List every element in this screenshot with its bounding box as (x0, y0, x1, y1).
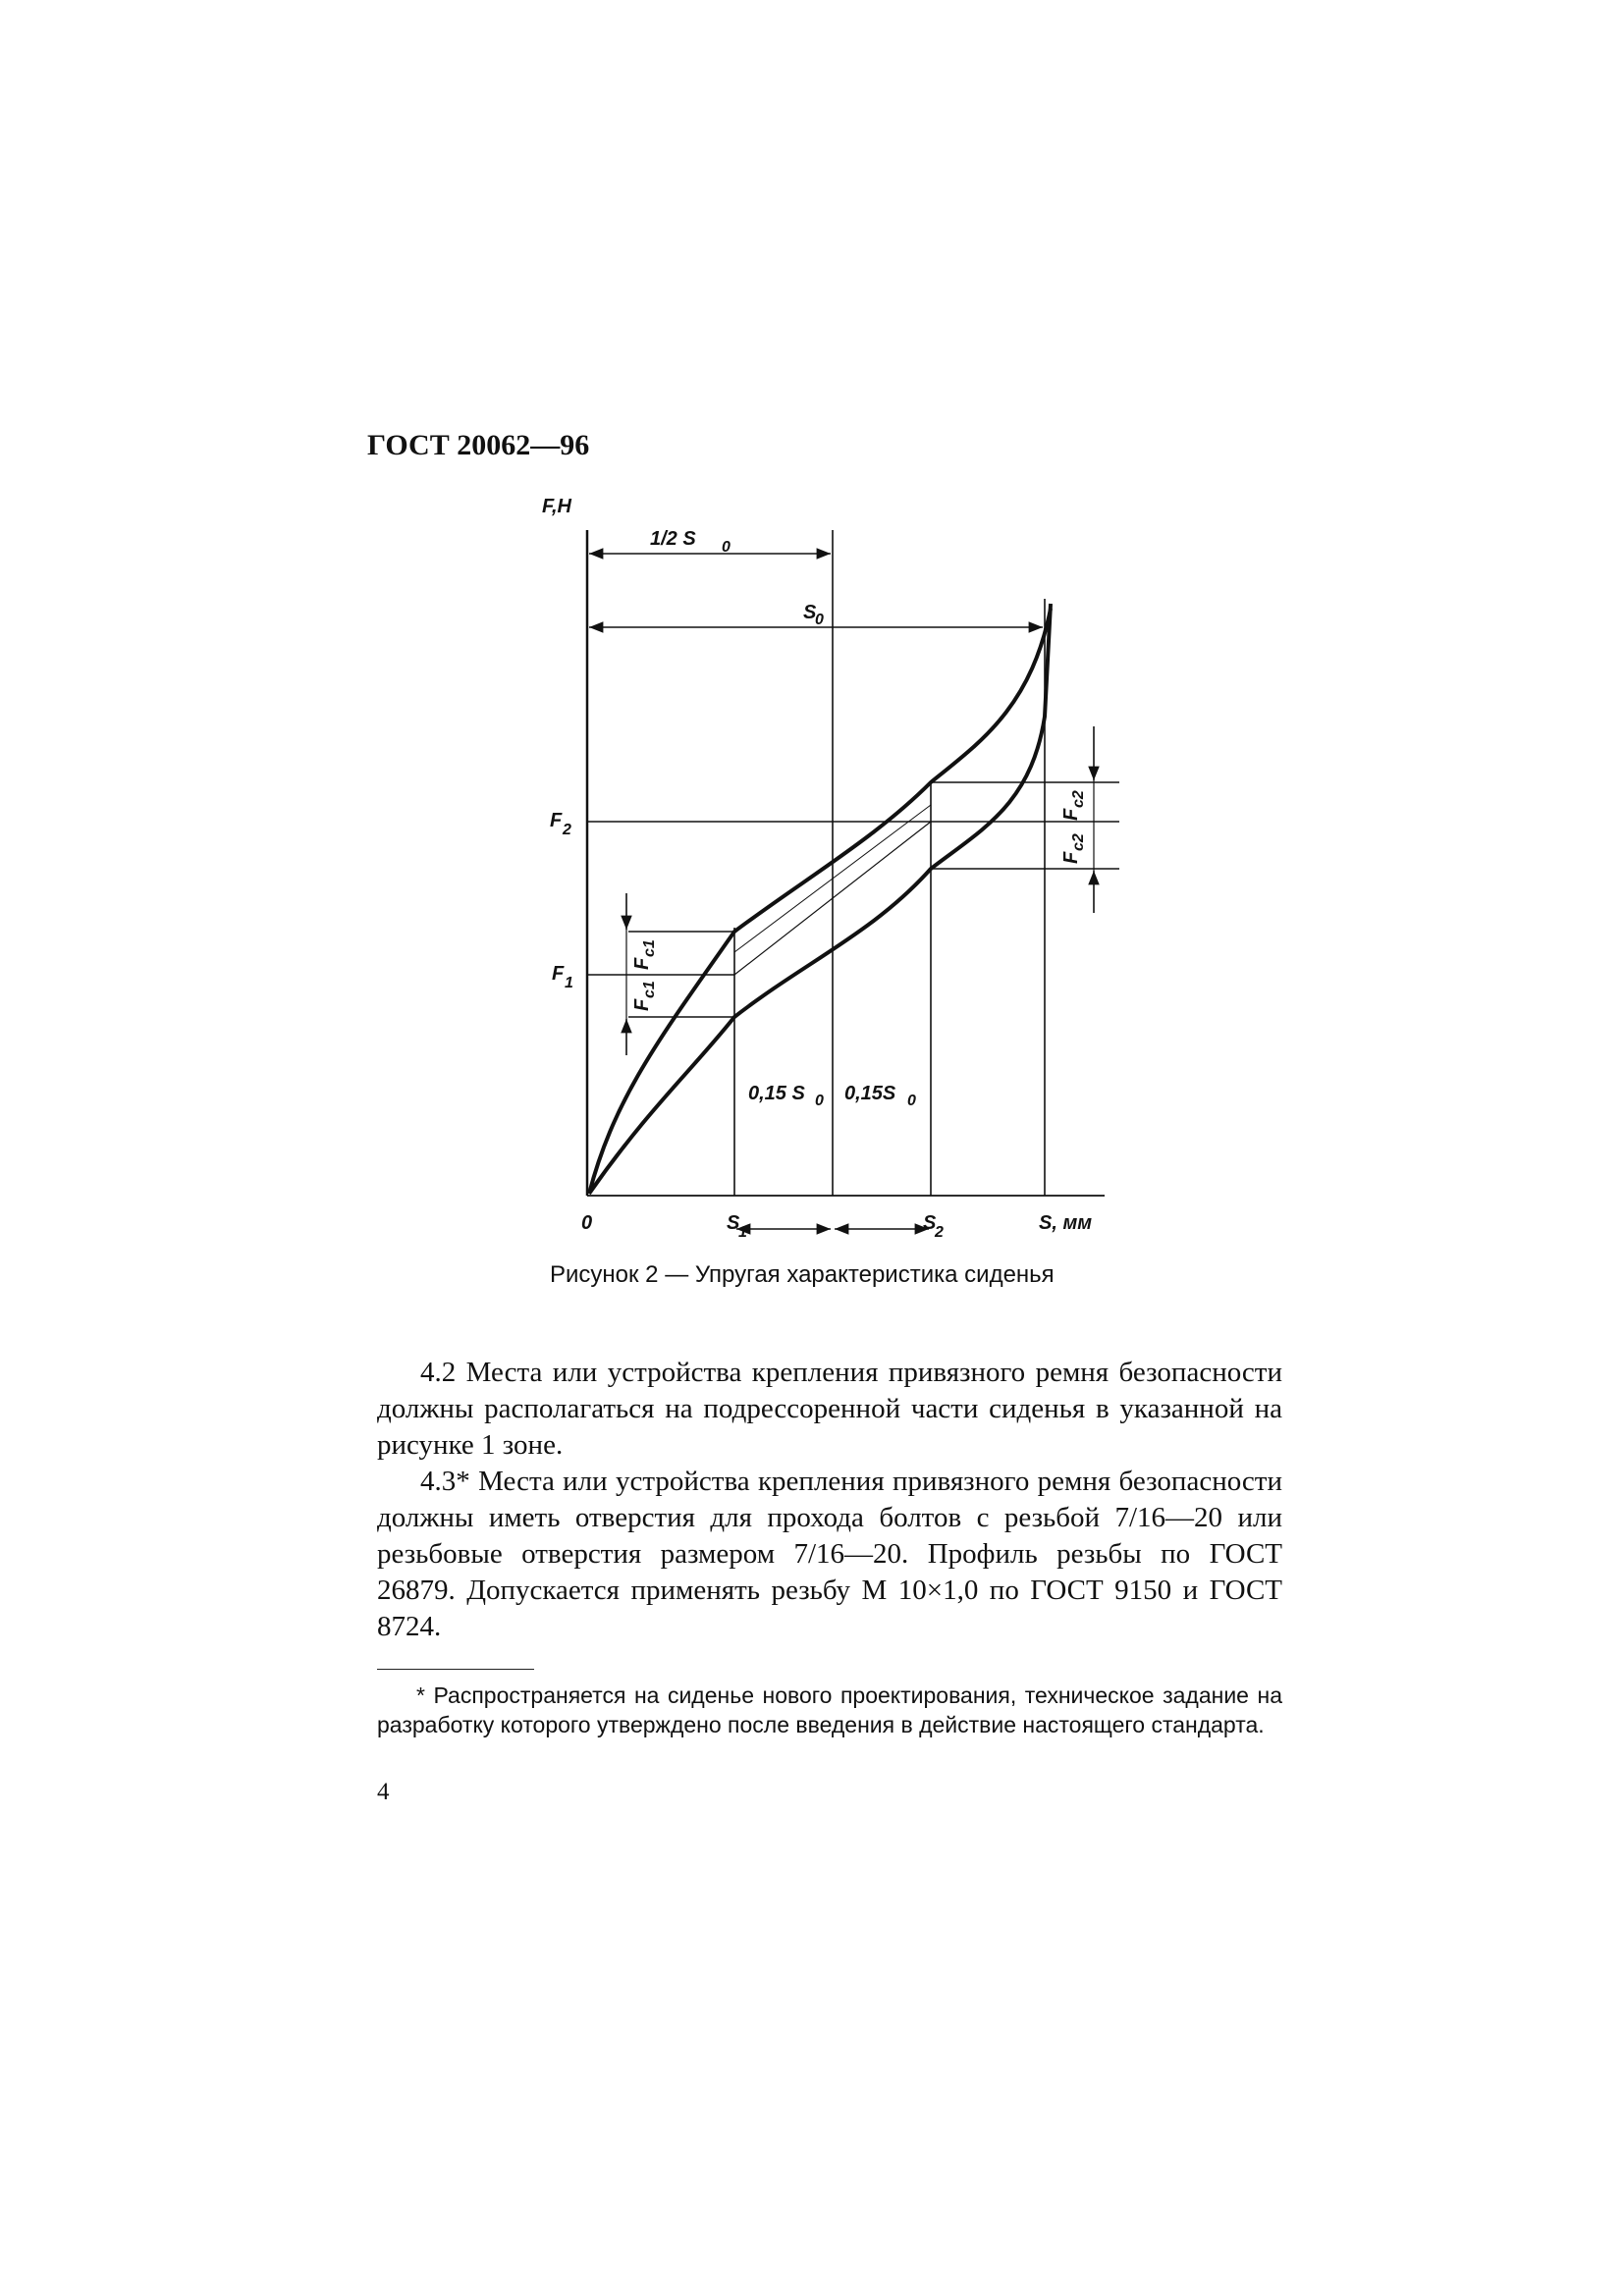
footnote: * Распространяется на сиденье нового проектирования, техническое задание на разработку которого утверждено после введения в действие настоящего стандарта. (377, 1682, 1282, 1737)
x-s2-label: S (923, 1212, 937, 1234)
fc2-lower-label: F (1060, 851, 1082, 864)
figure-drawing (520, 491, 1129, 1256)
paragraph-4-2: 4.2 Места или устройства крепления привязного ремня безопасности должны располагаться на подрессоренной части сиденья в указанной на рисунке 1 зоне. (377, 1357, 1282, 1461)
document-header: ГОСТ 20062—96 (367, 429, 590, 461)
half-so-label-sub: 0 (722, 539, 731, 556)
fc1-upper-label-sub: c1 (641, 939, 658, 957)
dim-015-left-label-sub: 0 (815, 1093, 824, 1109)
figure-caption: Рисунок 2 — Упругая характеристика сиденья (550, 1261, 1055, 1288)
elastic-characteristic-figure (520, 491, 1129, 1256)
paragraph-4-3: 4.3* Места или устройства крепления привязного ремня безопасности должны иметь отверстия для прохода болтов с резьбой 7/16—20 или резьбовые отверстия размером 7/16—20. Профиль резьбы по ГОСТ 26879. Допускается применять резьбу М 10×1,0 по ГОСТ 9150 и ГОСТ 8724. (377, 1466, 1282, 1642)
f2-label: F (550, 810, 563, 831)
f1-label-sub: 1 (565, 975, 573, 991)
x-s2-label-sub: 2 (935, 1224, 944, 1241)
fc1-lower-label: F (631, 998, 653, 1011)
dim-015-right-label-sub: 0 (907, 1093, 916, 1109)
body-text (377, 1355, 1282, 1645)
half-so-label: 1/2 S (650, 528, 696, 550)
footnote-divider (377, 1669, 534, 1670)
so-label: S (803, 602, 817, 623)
fc1-upper-label: F (631, 957, 653, 970)
x-axis-label: S, мм (1039, 1212, 1093, 1234)
dim-015-left-label: 0,15 S (748, 1083, 805, 1104)
fc2-upper-label-sub: c2 (1070, 790, 1087, 808)
fc2-lower-label-sub: c2 (1070, 833, 1087, 851)
fc2-upper-label: F (1060, 808, 1082, 821)
dim-015-right-label: 0,15S (844, 1083, 896, 1104)
f2-label-sub: 2 (563, 822, 571, 838)
fc1-lower-label-sub: c1 (641, 981, 658, 998)
x-s1-label-sub: 1 (738, 1224, 747, 1241)
y-axis-label: F,H (542, 496, 571, 517)
x-origin-label: 0 (581, 1212, 593, 1234)
x-s1-label: S (727, 1212, 740, 1234)
page-number: 4 (377, 1779, 390, 1805)
so-label-sub: 0 (815, 612, 824, 628)
f1-label: F (552, 963, 565, 985)
